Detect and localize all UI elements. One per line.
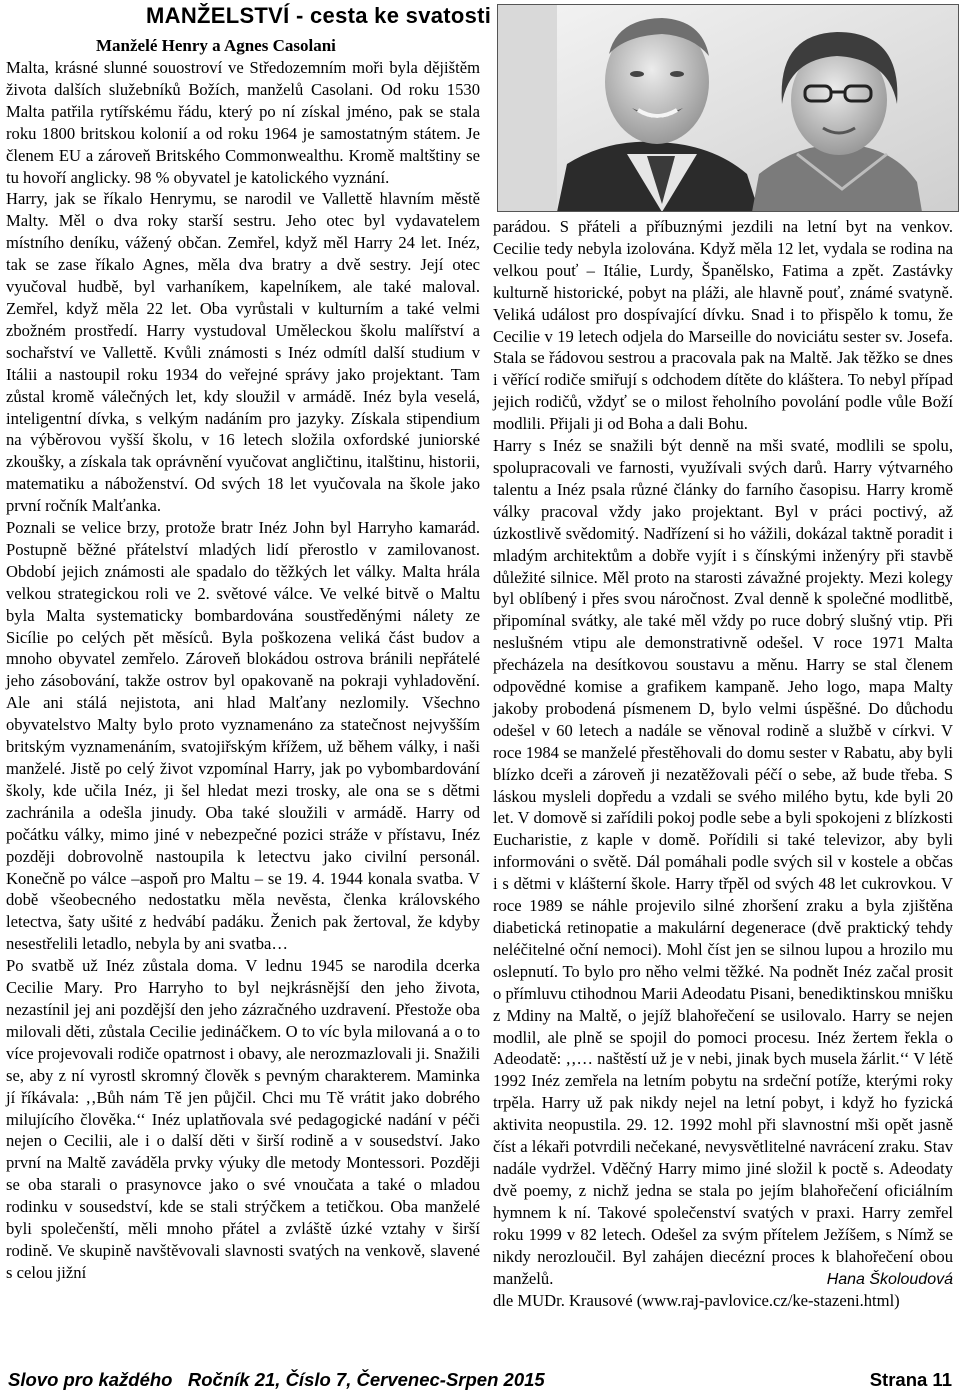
left-column xyxy=(6,57,480,1284)
paragraph: Poznali se velice brzy, protože bratr Inéz John byl Harryho kamarád. Postupně běžné přátelství mladých lidí přerostlo v zamilovanost. Období jejich známosti ale spadalo do těžkých let války. Malta hrála velkou strategickou roli ve 2. světové válce. Ve velké bitvě o Maltu byla Malta systematicky bombardována soustředěnými nálety ze Sicílie po celých pět měsíců. Byla poškozena veliká část budov a mnoho obyvatel zemřelo. Zároveň blokádou ostrova bránili nepřátelé jeho zásobování, takže ostrov byl opakovaně na pokraji vyhladovění. Ale ani stálá nejistota, ani hlad Malťany nezlomily. Všechno obyvatelstvo Malty bylo proto vyznamenáno za statečnost nejvyšším britským vyznamenáním, svatojiřským křížem, už během války, i naši manželé. Jistě po celý život vzpomínal Harry, jak po vybombardování školy, kde učila Inéz, ji šel hledat mezi trosky, ale ona se s dětmi zachránila a odešla jinudy. Oba také sloužili v armádě. Harry od počátku války, mimo jiné v nebezpečné pozici stráže v přístavu, Inéz později dobrovolně nastoupila k letectvu jako civilní personál. Konečně po válce –aspoň pro Maltu – se 19. 4. 1944 konala svatba. V době všeobecného nedostatku měla nevěsta, členka královského letectva, šaty ušité z hedvábí padáku. Ženich pak žertoval, že kdyby nesestřelili letadlo, nebyla by ani svatba… xyxy=(6,518,480,954)
footer-page-number: Strana 11 xyxy=(869,1369,952,1390)
page-footer xyxy=(8,1368,952,1394)
paragraph: Malta, krásné slunné souostroví ve Středozemním moři byla dějištěm života dalších služebníků Božích, manželů Casolani. Od roku 1530 Malta patřila rytířskému řádu, který po ní získal jméno, pak se stala roku 1800 britskou kolonií a od roku 1964 je samostatným státem. Je členem EU a zároveň Britského Commonwealthu. Kromě maltštiny se tu hovoří anglicky. 98 % obyvatel je katolického vyznání. xyxy=(6,58,480,187)
paragraph: Harry s Inéz se snažili být denně na mši svaté, modlili se spolu, spolupracovali ve farnosti, využívali svých darů. Harry výtvarného talentu a Inéz psala různé články do farního časopisu. Harry kromě války pracoval vždy jako projektant. Byl v práci poctivý, až úzkostlivě svědomitý. Nadřízení si ho vážili, dokázal taktně poradit i mladým architektům a dobře vyjít i s čínskými inženýry při stavbě důležité silnice. Měl proto na starosti závažné projekty. Mezi kolegy byl oblíbený i přes svou náročnost. Zval denně k společné modlitbě, připomínal svátky, ale také měl vždy po ruce dobrý slušný vtip. Při neslušném vtipu ale demonstrativně odešel. V roce 1971 Malta přecházela na desítkovou soustavu a měnu. Harry se stal členem odpovědné komise a grafikem kampaně. Jeho logo, mapa Malty jakoby probodená písmenem D, bylo velmi úspěšné. Do důchodu odešel v 60 letech a nadále se věnoval rodině a službě v církvi. V roce 1984 se manželé přestěhovali do domu sester v Rabatu, aby byli blízko dceři a zároveň ji nezatěžovali péčí o sebe, až bude třeba. S láskou mysleli dopředu a vzdali se svého milého bytu, kde byli 20 let. V domově si zařídili pokoj podle sebe a byli spokojeni z blízkosti Eucharistie, z kaple v domě. Pořídili si také televizor, aby byli informováni o světě. Dál pomáhali podle svých sil v kostele a občas i s dětmi v klášterní škole. Harry třpěl od svých 48 let cukrovkou. V roce 1989 se náhle projevilo silné zhoršení zraku a byla zjištěna diabetická retinopatie a makulární degenerace (dvě praktický tehdy neléčitelné oční nemoci). Mohl číst jen se silnou lupou a hrozilo mu oslepnutí. To bylo pro něho velmi těžké. Na podnět Inéz začal prosit o přímluvu ctihodnou Marii Adeodatu Pisani, benediktinskou mnišku z Mdiny na Maltě, o jejíž blahořečení se usilovalo. Harry se nejen modlil, ale plně se spojil do pomoci procesu. Inéz žertem řekla o Adeodatě: ‚‚… naštěstí už je v nebi, jinak bych musela žárlit.‘‘ V létě 1992 Inéz zemřela na letním pobytu na srdeční potíže, kterými roky trpěla. Harry už pak nikdy nejel na letní pobyt, i když ho fyzická aktivita neopustila. 29. 12. 1992 mohl při slavnostní mši opět jasně číst a lékaři potvrdili nečekané, nevysvětlitelné navrácení zraku. Stav nadále vydržel. Vděčný Harry mimo jiné složil k poctě s. Adeodaty dvě poemy, z nichž jedna se stala po jejím blahořečení oficiálním hymnem k ní. Takové společenství svatých v praxi. Harry zemřel roku 1999 v 82 letech. Odešel za svým přítelem Ježíšem, s Nímž se nikdy nerozloučil. Byl zahájen diecézní proces k blahořečení obou manželů. xyxy=(493,436,953,1288)
footer-issue: Slovo pro každého Ročník 21, Číslo 7, Červenec-Srpen 2015 xyxy=(8,1369,545,1390)
paragraph: Harry, jak se říkalo Henrymu, se narodil ve Vallettě hlavním městě Malty. Měl o dva roky starší sestru. Jeho otec byl vydavatelem místního deníku, vážený občan. Zemřel, když měl Harry 24 let. Inéz, tak se zase říkalo Agnes, měla dva bratry a dvě sestry. Její otec vyučoval hudbě, byl varhaníkem, kapelníkem, ale také maloval. Zemřel, když měla 22 let. Oba vyrůstali v kulturním a také velmi zbožném prostředí. Harry vystudoval Uměleckou školu malířství a sochařství ve Vallettě. Kvůli známosti s Inéz odmítl další studium v Itálii a nastoupil roku 1934 do veřejné správy jako projektant. Tam zůstal kromě válečných let, kdy sloužil v armádě. Inéz byla veselá, inteligentní dívka, s velkým nadáním pro jazyky. Získala stipendium na výběrovou vyšší školu, v 16 letech složila oxfordské juniorské zkoušky, a získala tak oprávnění vyučovat angličtinu, italštinu, historii, matematiku a náboženství. Od svých 18 let vyučovala na škole jako první ročník Malťanka. xyxy=(6,189,480,516)
photo-image xyxy=(497,4,959,212)
author-name: Hana Školoudová xyxy=(826,1270,953,1288)
couple-photo xyxy=(497,4,959,212)
article-title: MANŽELSTVÍ - cesta ke svatosti xyxy=(146,3,492,28)
article-subtitle: Manželé Henry a Agnes Casolani xyxy=(96,36,336,55)
paragraph: parádou. S přáteli a příbuznými jezdili na letní byt na venkov. Cecilie tedy nebyla izolována. Když měla 12 let, vydala se rodina na velkou pouť – Itálie, Lurdy, Španělsko, Fatima a zpět. Zastávky kulturně historické, pobyt na pláži, ale hlavně pouť, známé svatyně. Veliká událost pro dospívající dívku. Snad i to přispělo k tomu, že Cecilie v 19 letech odjela do Marseille do noviciátu sester sv. Josefa. Stala se řádovou sestrou a pracovala pak na Maltě. Jak těžko se dnes i věřící rodiče smiřují s odchodem dítěte do kláštera. To nebyl případ jejich rodičů, vždyť se o milost řeholního povolání podle vůle Boží modlili. Přijali ji od Boha a dali Bohu. xyxy=(493,217,953,434)
right-column xyxy=(493,35,953,1312)
author-line xyxy=(493,1268,953,1291)
paragraph: Po svatbě už Inéz zůstala doma. V lednu 1945 se narodila dcerka Cecilie Mary. Pro Harryho to byl nejkrásnější den jeho života, nezastínil jej ani pozdější den jeho zázračného uzdravení. Přestože oba milovali děti, zůstala Cecilie jedináčkem. O to víc byla milovaná a o to více projevovali rodiče opatrnost i obavy, ale nerozmazlovali ji. Snažili se, aby z ní vyrostl skromný člověk s pevným charakterem. Maminka jí říkávala: ‚‚Bůh nám Tě jen půjčil. Chci mu Tě vrátit jako dobrého milujícího člověka.‘‘ Inéz uplatňovala své pedagogické nadání v péči nejen o Cecilii, ale i o další děti v širší rodině a v sousedství. Jako první na Maltě zaváděla prvky výuky dle metody Montessori. Později se oba starali o prasynovce jako o své vnoučata a také o mladou rodinku v sousedství, kde se stali strýčkem a tetičkou. Oba manželé byli společenští, měli mnoho přátel a zvláště úzké vztahy v širší rodině. Ve skupině navštěvovali slavnosti svatých na venkově, slavené s celou jižní xyxy=(6,956,480,1282)
source-line: dle MUDr. Krausové (www.raj-pavlovice.cz/ke-stazeni.html) xyxy=(493,1291,900,1311)
